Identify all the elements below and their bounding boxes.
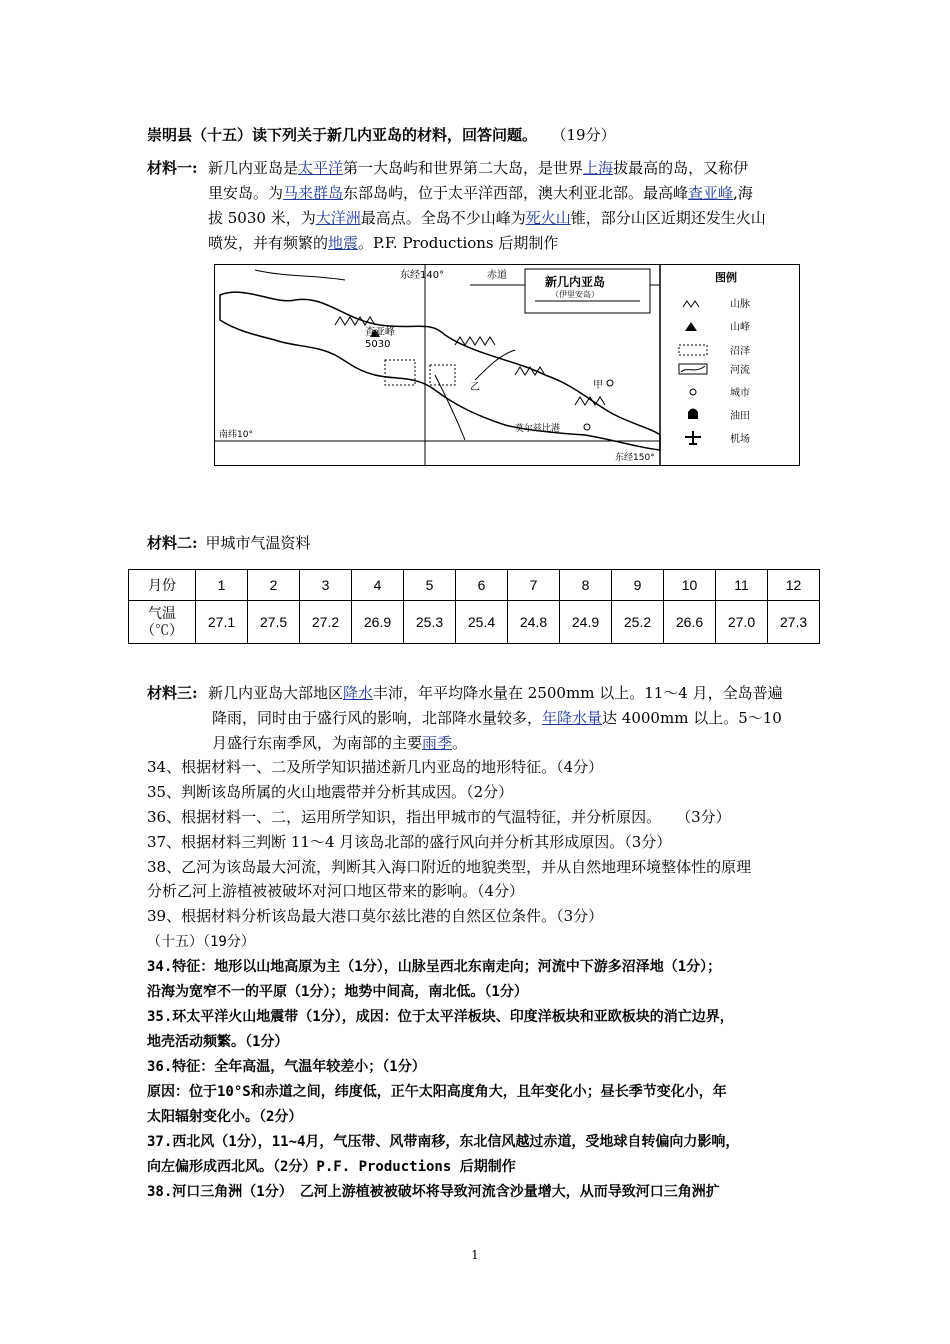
material1-line3: 拔 5030 米，为大洋洲最高点。全岛不少山峰为死火山锥，部分山区近期还发生火山 [208,209,766,227]
river-yi-label: 乙 [470,382,480,393]
lon140-label: 东经140° [400,270,445,281]
link-extinct-volcano[interactable]: 死火山 [525,209,571,227]
table-cell: 25.3 [404,601,456,644]
table-cell: 26.9 [352,601,404,644]
table-cell: 8 [560,570,612,601]
material1-line4: 喷发，并有频繁的地震。P.F. Productions 后期制作 [208,234,559,252]
answer-36-reason: 原因：位于10°S和赤道之间，纬度低，正午太阳高度角大，且年变化小；昼长季节变化小，年 [147,1084,727,1100]
island-outline [220,292,660,450]
material1-label: 材料一: [147,159,198,177]
legend-label: 山峰 [730,322,750,333]
table-cell: 12 [768,570,820,601]
material1-line1: 新几内亚岛是太平洋第一大岛屿和世界第二大岛，是世界上海拔最高的岛，又称伊 [208,159,749,177]
material3-label: 材料三: [147,684,198,702]
peak-name-label: 查亚峰 [365,327,395,338]
answer-38: 38.河口三角洲（1分） 乙河上游植被被破坏将导致河流含沙量增大，从而导致河口三角洲扩 [147,1184,720,1200]
table-cell: 26.6 [664,601,716,644]
link-rainy-season[interactable]: 雨季 [422,734,453,752]
new-guinea-map [214,264,800,466]
coastline-north [255,270,345,280]
link-pacific[interactable]: 太平洋 [298,159,344,177]
link-earthquake[interactable]: 地震 [328,234,359,252]
table-header-cell: 气温 （℃） [129,601,196,644]
river-line [475,350,515,380]
table-cell: 2 [248,570,300,601]
table-cell: 24.8 [508,601,560,644]
answer-37-cont: 向左偏形成西北风。（2分）P.F. Productions 后期制作 [147,1159,516,1175]
lat10-label: 南纬10° [219,430,253,440]
question-38-cont: 分析乙河上游植被被破坏对河口地区带来的影响。（4分） [147,882,525,900]
table-cell: 27.2 [300,601,352,644]
link-annual-precipitation[interactable]: 年降水量 [542,709,603,727]
question-36: 36、根据材料一、二，运用所学知识，指出甲城市的气温特征，并分析原因。 （3分） [147,808,731,826]
question-38: 38、乙河为该岛最大河流，判断其入海口附近的地貌类型，并从自然地理环境整体性的原理 [147,858,752,876]
table-cell: 9 [612,570,664,601]
material3-line1: 新几内亚岛大部地区降水丰沛，年平均降水量在 2500mm 以上。11～4 月，全岛普遍 [208,684,783,702]
question-39: 39、根据材料分析该岛最大港口莫尔兹比港的自然区位条件。（3分） [147,907,604,925]
question-37: 37、根据材料三判断 11～4 月该岛北部的盛行风向并分析其形成原因。（3分） [147,833,672,851]
table-cell: 10 [664,570,716,601]
table-header-cell: 月份 [129,570,196,601]
table-cell: 4 [352,570,404,601]
oilfield-legend-icon [688,409,698,420]
answer-header: （十五）（19分） [147,934,255,950]
river-legend-icon [679,364,707,374]
city-legend-icon [690,389,696,395]
map-title: 新几内亚岛 [545,275,606,289]
legend-label: 城市 [730,388,750,399]
table-cell: 5 [404,570,456,601]
table-cell: 3 [300,570,352,601]
question-35: 35、判断该岛所属的火山地震带并分析其成因。（2分） [147,783,514,801]
peak-height-label: 5030 [365,339,391,350]
swamp-area [385,360,415,385]
map-subtitle: （伊里安岛） [551,290,599,299]
table-cell: 27.3 [768,601,820,644]
table-cell: 1 [196,570,248,601]
link-malay[interactable]: 马来群岛 [283,184,344,202]
link-oceania[interactable]: 大洋洲 [315,209,361,227]
equator-label: 赤道 [487,270,507,281]
city-jia-label: 甲 [593,380,603,391]
material3-line3: 月盛行东南季风，为南部的主要雨季。 [212,734,468,752]
table-cell: 7 [508,570,560,601]
legend-label: 沼泽 [730,346,750,357]
answer-37: 37.西北风（1分），11~4月，气压带、风带南移，东北信风越过赤道，受地球自转偏向力影响， [147,1134,740,1150]
page-number: 1 [471,1248,479,1262]
answer-34: 34.特征：地形以山地高原为主（1分），山脉呈西北东南走向；河流中下游多沼泽地（1分）； [147,959,722,975]
link-shanghai[interactable]: 上海 [583,159,614,177]
table-cell: 24.9 [560,601,612,644]
answer-34-cont: 沿海为宽窄不一的平原（1分）；地势中间高，南北低。（1分） [147,984,528,1000]
table-cell: 25.2 [612,601,664,644]
swamp-area [430,365,455,385]
temperature-table [128,569,820,644]
legend-label: 山脉 [730,299,750,310]
material1-line2: 里安岛。为马来群岛东部岛屿，位于太平洋西部，澳大利亚北部。最高峰查亚峰,海 [208,184,753,202]
answer-35-cont: 地壳活动频繁。（1分） [147,1034,289,1050]
city-marker [607,380,613,386]
legend-title: 图例 [715,271,737,284]
airport-legend-icon [685,431,701,445]
lon150-label: 东经150° [615,453,655,463]
answer-35: 35.环太平洋火山地震带（1分），成因：位于太平洋板块、印度洋板块和亚欧板块的消亡边界， [147,1009,734,1025]
table-cell: 27.0 [716,601,768,644]
answer-36: 36.特征：全年高温，气温年较差小；（1分） [147,1059,426,1075]
swamp-legend-icon [679,345,707,355]
table-cell: 27.1 [196,601,248,644]
question-34: 34、根据材料一、二及所学知识描述新几内亚岛的地形特征。（4分） [147,758,604,776]
material3-line2: 降雨，同时由于盛行风的影响，北部降水量较多，年降水量达 4000mm 以上。5～10 [212,709,782,727]
table-cell: 25.4 [456,601,508,644]
link-precipitation[interactable]: 降水 [343,684,374,702]
port-city-marker [584,424,590,430]
question-title: 崇明县（十五）读下列关于新几内亚岛的材料，回答问题。 （19分） [147,126,616,144]
legend-label: 河流 [730,365,750,376]
legend-label: 机场 [730,434,750,445]
material2: 材料二: 甲城市气温资料 [147,534,311,552]
link-puncak-jaya[interactable]: 查亚峰 [688,184,734,202]
legend-items [679,297,750,445]
table-cell: 11 [716,570,768,601]
table-cell: 27.5 [248,601,300,644]
map-drawing [215,265,799,465]
peak-legend-icon [685,322,697,331]
table-row [129,601,820,644]
legend-label: 油田 [730,411,750,422]
mountain-legend-icon [683,301,699,307]
table-row [129,570,820,601]
table-cell: 6 [456,570,508,601]
port-label: 莫尔兹比港 [515,424,561,434]
answer-36-cont: 太阳辐射变化小。（2分） [147,1109,303,1125]
river-legend-line [681,366,705,372]
